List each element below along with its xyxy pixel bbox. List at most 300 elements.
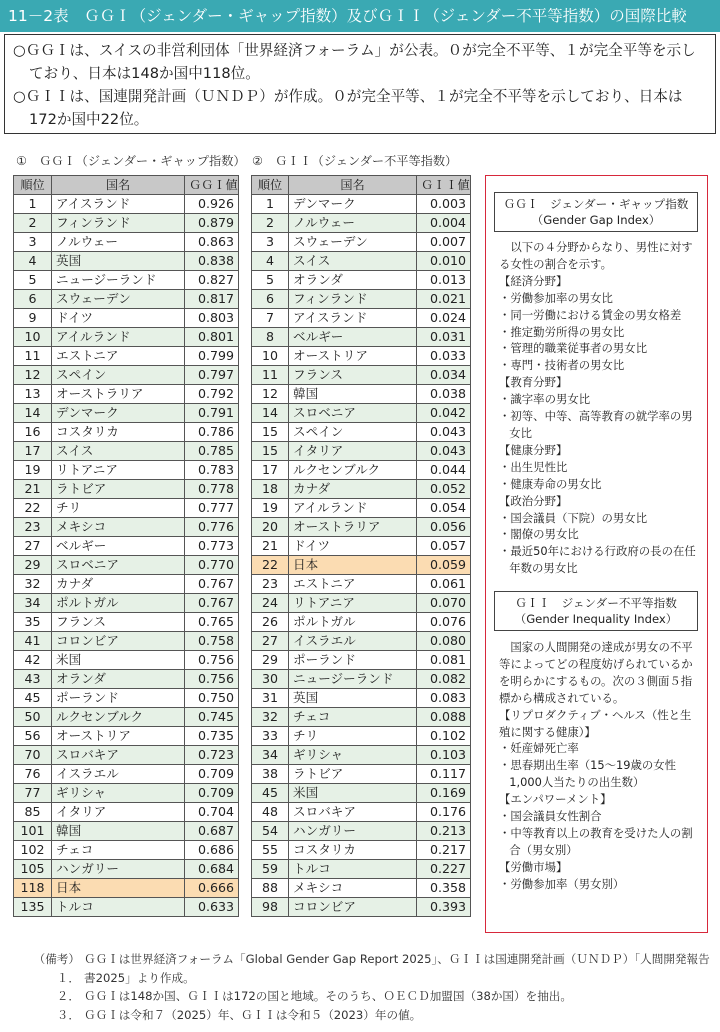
- value-cell: 0.043: [417, 423, 471, 442]
- rank-cell: 14: [14, 404, 52, 423]
- rank-cell: 11: [252, 366, 289, 385]
- value-cell: 0.863: [185, 233, 239, 252]
- ggi-definition-title: [494, 192, 698, 232]
- rank-cell: 5: [252, 271, 289, 290]
- table-row: [14, 822, 239, 841]
- table-row: [252, 765, 471, 784]
- indicator-item: ・国会議員（下院）の男女比: [499, 510, 648, 525]
- table-row: [252, 651, 471, 670]
- value-cell: 0.393: [417, 898, 471, 917]
- table-row: [252, 879, 471, 898]
- country-cell: フランス: [289, 366, 417, 385]
- value-cell: 0.803: [185, 309, 239, 328]
- country-cell: メキシコ: [289, 879, 417, 898]
- rank-cell: 10: [14, 328, 52, 347]
- rank-cell: 43: [14, 670, 52, 689]
- table-row: [252, 708, 471, 727]
- country-cell: ポーランド: [289, 651, 417, 670]
- rank-cell: 105: [14, 860, 52, 879]
- country-cell: ノルウェー: [52, 233, 185, 252]
- country-cell: トルコ: [52, 898, 185, 917]
- indicator-item: ・同一労働における賃金の男女格差: [499, 307, 682, 322]
- rank-cell: 6: [14, 290, 52, 309]
- rank-cell: 45: [252, 784, 289, 803]
- country-cell: ギリシャ: [52, 784, 185, 803]
- indicator-item: ・出生児性比: [499, 459, 568, 474]
- indicator-item: ・初等、中等、高等教育の就学率の男女比: [499, 409, 693, 440]
- note-text: ＧＧＩは世界経済フォーラム「Global Gender Gap Report 2025」、ＧＩＩは国連開発計画（ＵＮＤＰ）「人間開発報告書2025」より作成。: [84, 952, 710, 985]
- table-row: [14, 879, 239, 898]
- rank-cell: 15: [252, 442, 289, 461]
- country-cell: ラトビア: [289, 765, 417, 784]
- table-row: [14, 746, 239, 765]
- rank-cell: 11: [14, 347, 52, 366]
- table-row: [252, 613, 471, 632]
- country-cell: カナダ: [52, 575, 185, 594]
- value-cell: 0.758: [185, 632, 239, 651]
- rank-cell: 6: [252, 290, 289, 309]
- rank-cell: 27: [14, 537, 52, 556]
- table-row: [252, 442, 471, 461]
- country-cell: スロバキア: [289, 803, 417, 822]
- value-cell: 0.042: [417, 404, 471, 423]
- table-row: [14, 385, 239, 404]
- country-cell: スウェーデン: [52, 290, 185, 309]
- value-cell: 0.021: [417, 290, 471, 309]
- indicator-item: ・中等教育以上の教育を受けた人の割合（男女別）: [499, 825, 693, 857]
- country-cell: デンマーク: [52, 404, 185, 423]
- table-row: [252, 803, 471, 822]
- table-row: [14, 765, 239, 784]
- category-heading: 【労働市場】: [499, 859, 568, 874]
- rank-cell: 21: [252, 537, 289, 556]
- country-cell: ドイツ: [289, 537, 417, 556]
- definition-intro: 以下の４分野からなり、男性に対する女性の割合を示す。: [499, 240, 693, 271]
- country-cell: オーストリア: [289, 347, 417, 366]
- value-cell: 0.770: [185, 556, 239, 575]
- table-row: [14, 898, 239, 917]
- rank-cell: 9: [14, 309, 52, 328]
- value-cell: 0.070: [417, 594, 471, 613]
- table-row: [252, 499, 471, 518]
- gii-definition-body: [499, 639, 699, 893]
- value-cell: 0.102: [417, 727, 471, 746]
- rank-cell: 2: [252, 214, 289, 233]
- value-cell: 0.227: [417, 860, 471, 879]
- rank-cell: 22: [14, 499, 52, 518]
- value-cell: 0.213: [417, 822, 471, 841]
- table-row: [252, 309, 471, 328]
- table-row: [252, 404, 471, 423]
- value-cell: 0.056: [417, 518, 471, 537]
- value-cell: 0.745: [185, 708, 239, 727]
- table-row: [14, 214, 239, 233]
- country-cell: ニュージーランド: [289, 670, 417, 689]
- category-heading: 【リプロダクティブ・ヘルス（性と生殖に関する健康）】: [499, 707, 692, 739]
- rank-cell: 32: [14, 575, 52, 594]
- country-cell: エストニア: [52, 347, 185, 366]
- country-cell: フィンランド: [52, 214, 185, 233]
- country-cell: ハンガリー: [52, 860, 185, 879]
- table-row: [14, 290, 239, 309]
- table-row: [14, 442, 239, 461]
- table-row: [14, 423, 239, 442]
- indicator-item: ・推定勤労所得の男女比: [499, 324, 625, 339]
- table-row: [252, 271, 471, 290]
- rank-cell: 17: [252, 461, 289, 480]
- note-text: ＧＧＩは令和７（2025）年、ＧＩＩは令和５（2023）年の値。: [84, 1007, 422, 1022]
- country-cell: コスタリカ: [289, 841, 417, 860]
- rank-cell: 4: [252, 252, 289, 271]
- value-cell: 0.799: [185, 347, 239, 366]
- value-cell: 0.709: [185, 765, 239, 784]
- table-row: [252, 594, 471, 613]
- country-cell: アイスランド: [52, 195, 185, 214]
- rank-cell: 10: [252, 347, 289, 366]
- col-header-value: ＧＧＩ値: [185, 176, 239, 195]
- col-header-rank: 順位: [252, 176, 289, 195]
- rank-cell: 98: [252, 898, 289, 917]
- table-row: [252, 480, 471, 499]
- value-cell: 0.358: [417, 879, 471, 898]
- table-row: [252, 423, 471, 442]
- value-cell: 0.687: [185, 822, 239, 841]
- rank-cell: 54: [252, 822, 289, 841]
- country-cell: チリ: [289, 727, 417, 746]
- rank-cell: 26: [252, 613, 289, 632]
- table-row: [252, 898, 471, 917]
- value-cell: 0.013: [417, 271, 471, 290]
- value-cell: 0.792: [185, 385, 239, 404]
- country-cell: コスタリカ: [52, 423, 185, 442]
- table-header-row: [252, 176, 471, 195]
- country-cell: ベルギー: [52, 537, 185, 556]
- country-cell: トルコ: [289, 860, 417, 879]
- country-cell: スイス: [289, 252, 417, 271]
- table-row: [14, 784, 239, 803]
- value-cell: 0.801: [185, 328, 239, 347]
- value-cell: 0.735: [185, 727, 239, 746]
- rank-cell: 3: [252, 233, 289, 252]
- category-heading: 【教育分野】: [499, 375, 568, 390]
- value-cell: 0.088: [417, 708, 471, 727]
- country-cell: アイルランド: [289, 499, 417, 518]
- indicator-item: ・妊産婦死亡率: [499, 741, 579, 756]
- indicator-item: ・識字率の男女比: [499, 392, 591, 407]
- table-row: [252, 727, 471, 746]
- rank-cell: 76: [14, 765, 52, 784]
- note-label: ３．: [56, 1007, 80, 1022]
- rank-cell: 88: [252, 879, 289, 898]
- country-cell: リトアニア: [52, 461, 185, 480]
- rank-cell: 41: [14, 632, 52, 651]
- index-definition-panel: [485, 175, 708, 933]
- value-cell: 0.057: [417, 537, 471, 556]
- rank-cell: 12: [252, 385, 289, 404]
- rank-cell: 102: [14, 841, 52, 860]
- table-row: [252, 575, 471, 594]
- gii-table-caption: ② ＧＩＩ（ジェンダー不平等指数）: [252, 154, 458, 168]
- country-cell: フィンランド: [289, 290, 417, 309]
- note-label: ２．: [56, 989, 80, 1004]
- table-row: [252, 252, 471, 271]
- value-cell: 0.080: [417, 632, 471, 651]
- value-cell: 0.723: [185, 746, 239, 765]
- category-heading: 【健康分野】: [499, 442, 568, 457]
- country-cell: チェコ: [52, 841, 185, 860]
- category-heading: 【エンパワーメント】: [499, 792, 612, 807]
- table-row: [14, 613, 239, 632]
- country-cell: スロベニア: [289, 404, 417, 423]
- notes-section: [14, 950, 714, 1024]
- country-cell: オーストリア: [52, 727, 185, 746]
- country-cell: メキシコ: [52, 518, 185, 537]
- rank-cell: 27: [252, 632, 289, 651]
- rank-cell: 1: [14, 195, 52, 214]
- value-cell: 0.791: [185, 404, 239, 423]
- country-cell: スロベニア: [52, 556, 185, 575]
- rank-cell: 29: [14, 556, 52, 575]
- rank-cell: 16: [14, 423, 52, 442]
- country-cell: チェコ: [289, 708, 417, 727]
- table-row: [252, 214, 471, 233]
- ggi-definition-title-en: （Gender Gap Index）: [531, 213, 661, 227]
- value-cell: 0.709: [185, 784, 239, 803]
- table-row: [14, 518, 239, 537]
- country-cell: ラトビア: [52, 480, 185, 499]
- value-cell: 0.052: [417, 480, 471, 499]
- value-cell: 0.786: [185, 423, 239, 442]
- rank-cell: 7: [252, 309, 289, 328]
- value-cell: 0.169: [417, 784, 471, 803]
- category-heading: 【政治分野】: [499, 493, 568, 508]
- value-cell: 0.117: [417, 765, 471, 784]
- table-row: [14, 556, 239, 575]
- table-row: [14, 366, 239, 385]
- country-cell: チリ: [52, 499, 185, 518]
- rank-cell: 56: [14, 727, 52, 746]
- rank-cell: 8: [252, 328, 289, 347]
- country-cell: 日本: [52, 879, 185, 898]
- indicator-item: ・健康寿命の男女比: [499, 476, 602, 491]
- rank-cell: 19: [252, 499, 289, 518]
- table-row: [252, 537, 471, 556]
- table-row: [14, 841, 239, 860]
- value-cell: 0.827: [185, 271, 239, 290]
- table-row: [252, 347, 471, 366]
- value-cell: 0.777: [185, 499, 239, 518]
- rank-cell: 85: [14, 803, 52, 822]
- table-row: [252, 385, 471, 404]
- rank-cell: 35: [14, 613, 52, 632]
- table-row: [14, 537, 239, 556]
- value-cell: 0.926: [185, 195, 239, 214]
- value-cell: 0.061: [417, 575, 471, 594]
- table-row: [252, 556, 471, 575]
- table-row: [14, 271, 239, 290]
- table-row: [252, 670, 471, 689]
- value-cell: 0.783: [185, 461, 239, 480]
- rank-cell: 1: [252, 195, 289, 214]
- value-cell: 0.081: [417, 651, 471, 670]
- table-row: [14, 195, 239, 214]
- country-cell: オーストラリア: [52, 385, 185, 404]
- table-row: [14, 727, 239, 746]
- table-row: [14, 860, 239, 879]
- country-cell: オランダ: [52, 670, 185, 689]
- value-cell: 0.767: [185, 594, 239, 613]
- rank-cell: 22: [252, 556, 289, 575]
- rank-cell: 21: [14, 480, 52, 499]
- col-header-country: 国名: [52, 176, 185, 195]
- value-cell: 0.838: [185, 252, 239, 271]
- table-row: [252, 518, 471, 537]
- indicator-item: ・最近50年における行政府の長の在任年数の男女比: [499, 544, 696, 576]
- table-row: [14, 499, 239, 518]
- rank-cell: 70: [14, 746, 52, 765]
- table-row: [14, 252, 239, 271]
- table-row: [14, 594, 239, 613]
- note-text: ＧＧＩは148か国、ＧＩＩは172の国と地域。そのうち、ＯＥＣＤ加盟国（38か国）を抽出。: [84, 989, 572, 1004]
- country-cell: デンマーク: [289, 195, 417, 214]
- rank-cell: 15: [252, 423, 289, 442]
- table-row: [14, 632, 239, 651]
- value-cell: 0.044: [417, 461, 471, 480]
- ggi-definition-body: [499, 239, 699, 577]
- table-row: [252, 822, 471, 841]
- value-cell: 0.082: [417, 670, 471, 689]
- table-row: [252, 195, 471, 214]
- rank-cell: 12: [14, 366, 52, 385]
- value-cell: 0.054: [417, 499, 471, 518]
- value-cell: 0.778: [185, 480, 239, 499]
- note-item: [14, 987, 714, 1006]
- country-cell: スペイン: [289, 423, 417, 442]
- country-cell: スイス: [52, 442, 185, 461]
- page-title: 11－2表 ＧＧＩ（ジェンダー・ギャップ指数）及びＧＩＩ（ジェンダー不平等指数）の国際比較: [0, 0, 720, 32]
- table-row: [14, 347, 239, 366]
- table-row: [252, 632, 471, 651]
- country-cell: ノルウェー: [289, 214, 417, 233]
- rank-cell: 101: [14, 822, 52, 841]
- country-cell: イスラエル: [289, 632, 417, 651]
- value-cell: 0.033: [417, 347, 471, 366]
- rank-cell: 19: [14, 461, 52, 480]
- indicator-item: ・思春期出生率（15～19歳の女性1,000人当たりの出生数）: [499, 758, 677, 790]
- ggi-ranking-table: [13, 175, 239, 917]
- country-cell: ポルトガル: [289, 613, 417, 632]
- indicator-item: ・専門・技術者の男女比: [499, 358, 625, 373]
- value-cell: 0.750: [185, 689, 239, 708]
- country-cell: エストニア: [289, 575, 417, 594]
- gii-definition-title-ja: ＧＩＩ ジェンダー不平等指数: [515, 596, 677, 610]
- table-row: [252, 290, 471, 309]
- value-cell: 0.776: [185, 518, 239, 537]
- rank-cell: 29: [252, 651, 289, 670]
- table-row: [252, 366, 471, 385]
- country-cell: ポーランド: [52, 689, 185, 708]
- country-cell: 英国: [289, 689, 417, 708]
- table-row: [252, 860, 471, 879]
- table-row: [252, 841, 471, 860]
- value-cell: 0.076: [417, 613, 471, 632]
- value-cell: 0.633: [185, 898, 239, 917]
- gii-definition-title: [494, 591, 698, 631]
- rank-cell: 13: [14, 385, 52, 404]
- country-cell: 米国: [52, 651, 185, 670]
- rank-cell: 14: [252, 404, 289, 423]
- rank-cell: 30: [252, 670, 289, 689]
- country-cell: リトアニア: [289, 594, 417, 613]
- table-row: [252, 746, 471, 765]
- value-cell: 0.031: [417, 328, 471, 347]
- country-cell: フランス: [52, 613, 185, 632]
- rank-cell: 38: [252, 765, 289, 784]
- value-cell: 0.083: [417, 689, 471, 708]
- rank-cell: 135: [14, 898, 52, 917]
- rank-cell: 3: [14, 233, 52, 252]
- summary-box: [4, 34, 716, 134]
- table-row: [14, 651, 239, 670]
- value-cell: 0.704: [185, 803, 239, 822]
- value-cell: 0.024: [417, 309, 471, 328]
- rank-cell: 34: [14, 594, 52, 613]
- rank-cell: 50: [14, 708, 52, 727]
- ggi-definition-title-ja: ＧＧＩ ジェンダー・ギャップ指数: [503, 197, 689, 211]
- country-cell: オーストラリア: [289, 518, 417, 537]
- country-cell: ニュージーランド: [52, 271, 185, 290]
- rank-cell: 18: [252, 480, 289, 499]
- rank-cell: 17: [14, 442, 52, 461]
- value-cell: 0.004: [417, 214, 471, 233]
- country-cell: 韓国: [52, 822, 185, 841]
- country-cell: ポルトガル: [52, 594, 185, 613]
- value-cell: 0.666: [185, 879, 239, 898]
- value-cell: 0.773: [185, 537, 239, 556]
- table-row: [14, 309, 239, 328]
- definition-intro: 国家の人間開発の達成が男女の不平等によってどの程度妨げられているかを明らかにするもの。次の３側面５指標から構成されている。: [499, 640, 693, 705]
- rank-cell: 33: [252, 727, 289, 746]
- table-row: [14, 461, 239, 480]
- table-header-row: [14, 176, 239, 195]
- col-header-value: ＧＩＩ値: [417, 176, 471, 195]
- country-cell: アイルランド: [52, 328, 185, 347]
- country-cell: アイスランド: [289, 309, 417, 328]
- rank-cell: 118: [14, 879, 52, 898]
- value-cell: 0.879: [185, 214, 239, 233]
- country-cell: 英国: [52, 252, 185, 271]
- value-cell: 0.756: [185, 651, 239, 670]
- table-row: [14, 233, 239, 252]
- table-row: [14, 480, 239, 499]
- country-cell: ギリシャ: [289, 746, 417, 765]
- value-cell: 0.010: [417, 252, 471, 271]
- rank-cell: 5: [14, 271, 52, 290]
- table-row: [14, 404, 239, 423]
- indicator-item: ・労働参加率（男女別）: [499, 876, 625, 891]
- value-cell: 0.103: [417, 746, 471, 765]
- value-cell: 0.756: [185, 670, 239, 689]
- country-cell: ルクセンブルク: [52, 708, 185, 727]
- ggi-table-caption: ① ＧＧＩ（ジェンダー・ギャップ指数）: [16, 154, 246, 168]
- note-label: （備考）１．: [33, 952, 80, 985]
- table-row: [14, 575, 239, 594]
- country-cell: カナダ: [289, 480, 417, 499]
- value-cell: 0.034: [417, 366, 471, 385]
- value-cell: 0.767: [185, 575, 239, 594]
- rank-cell: 32: [252, 708, 289, 727]
- col-header-rank: 順位: [14, 176, 52, 195]
